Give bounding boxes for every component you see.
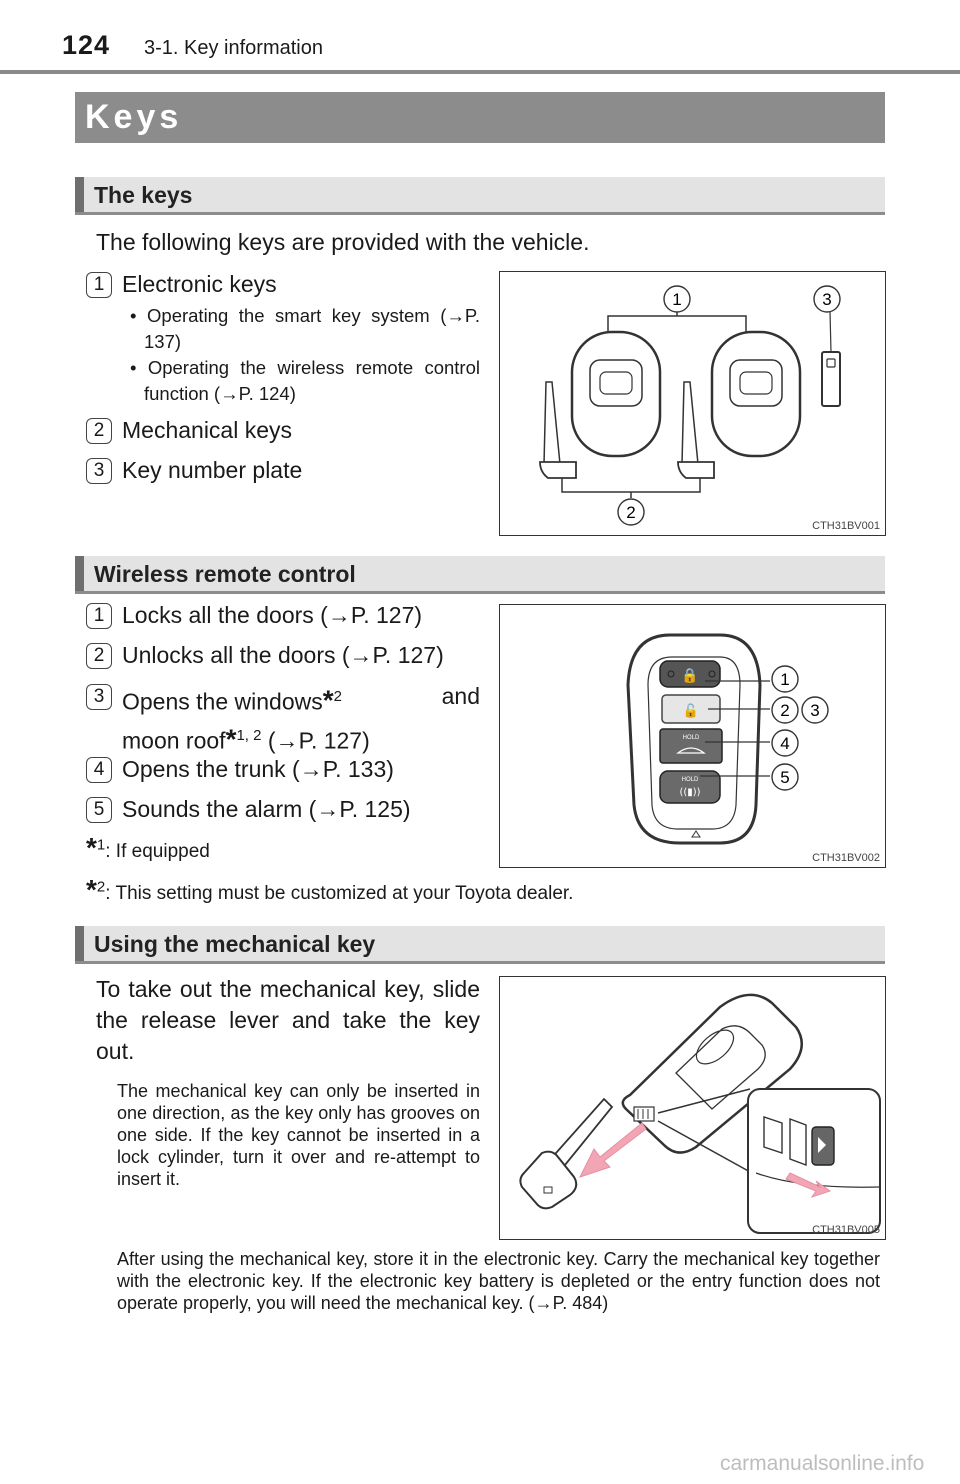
hold-label: HOLD xyxy=(682,735,700,741)
right-arrow-icon: → xyxy=(534,1293,553,1313)
item-sound-alarm: Sounds the alarm (→P. 125) xyxy=(122,796,411,822)
figure-remote xyxy=(499,604,886,868)
unlock-icon: 🔓 xyxy=(682,704,700,719)
callout-2: 2 xyxy=(626,503,636,522)
item-number: 1 xyxy=(86,603,112,629)
item-number: 3 xyxy=(86,684,112,710)
page-ref[interactable]: P. 127) xyxy=(372,642,444,668)
callout-3: 3 xyxy=(822,290,832,309)
item-number: 2 xyxy=(86,418,112,444)
item-unlock-doors: Unlocks all the doors (→P. 127) xyxy=(122,642,444,668)
section-heading-text: Using the mechanical key xyxy=(94,931,376,957)
page-ref[interactable]: P. 133) xyxy=(322,756,394,782)
section-heading-text: Wireless remote control xyxy=(94,561,356,587)
item-number: 1 xyxy=(86,272,112,298)
bullet-list xyxy=(130,303,480,407)
remote-illustration xyxy=(500,605,884,866)
bullet-item: • Operating the wireless remote control function (→P. 124) xyxy=(130,357,480,404)
callout-2: 2 xyxy=(780,701,790,720)
item-number: 4 xyxy=(86,757,112,783)
callout-1: 1 xyxy=(780,670,790,689)
figure-code: CTH31BV005 xyxy=(812,1224,880,1236)
right-arrow-icon: → xyxy=(349,642,373,668)
right-arrow-icon: → xyxy=(327,602,351,628)
page-ref[interactable]: P. 137) xyxy=(144,305,481,352)
right-arrow-icon: → xyxy=(316,796,340,822)
item-number: 5 xyxy=(86,797,112,823)
page-ref[interactable]: P. 127) xyxy=(298,727,370,754)
lock-icon: 🔒 xyxy=(681,668,699,684)
item-open-windows: Opens the windows*$^2$ and moon roof*$^{1, 2}$ (→P. 127) xyxy=(122,683,480,755)
item-electronic-keys: Electronic keys xyxy=(122,271,277,297)
footnote-2: *$^2$: This setting must be customized at your Toyota dealer. xyxy=(86,874,574,905)
right-arrow-icon: → xyxy=(220,383,239,404)
mechanical-after-text: After using the mechanical key, store it in the electronic key. Carry the mechanical key together with the electronic key. If the electronic key battery is depleted or the entry function does not operate properly, you will need the mechanical key. (→P. 484) xyxy=(117,1249,880,1313)
item-lock-doors: Locks all the doors (→P. 127) xyxy=(122,602,423,628)
mechanical-instruction: To take out the mechanical key, slide the release lever and take the key out. xyxy=(96,976,480,1064)
page-number: 124 xyxy=(62,30,111,60)
figure-keys xyxy=(499,271,886,536)
page-ref[interactable]: P. 484) xyxy=(552,1293,609,1313)
callout-5: 5 xyxy=(780,768,790,787)
page-ref[interactable]: P. 124) xyxy=(238,383,296,404)
section-heading-mechanical xyxy=(75,926,885,964)
running-header: 3-1. Key information xyxy=(144,37,323,59)
figure-code: CTH31BV002 xyxy=(812,852,880,864)
keys-illustration xyxy=(500,272,884,534)
footnote-1: *$^1$: If equipped xyxy=(86,832,210,863)
watermark: carmanualsonline.info xyxy=(720,1452,925,1475)
callout-3: 3 xyxy=(810,701,820,720)
page-title: Keys xyxy=(85,98,183,136)
item-open-trunk: Opens the trunk (→P. 133) xyxy=(122,756,394,782)
section-heading-wireless xyxy=(75,556,885,594)
figure-mechanical-key xyxy=(499,976,886,1240)
item-mechanical-keys: Mechanical keys xyxy=(122,417,293,443)
page-ref[interactable]: P. 125) xyxy=(339,796,411,822)
right-arrow-icon: → xyxy=(446,305,465,326)
keys-intro: The following keys are provided with the vehicle. xyxy=(96,229,590,255)
alarm-icon: ((▮)) xyxy=(679,787,701,798)
right-arrow-icon: → xyxy=(275,727,299,754)
section-heading-text: The keys xyxy=(94,182,193,208)
title-bar xyxy=(75,92,885,143)
mechanical-key-illustration xyxy=(500,977,884,1238)
mechanical-note: The mechanical key can only be inserted in one direction, as the key only has grooves on one side. If the key cannot be inserted in a lock cylinder, turn it over and re-attempt to insert it. xyxy=(117,1081,480,1189)
figure-code: CTH31BV001 xyxy=(812,520,880,532)
section-heading-the-keys xyxy=(75,177,885,215)
header-rule xyxy=(0,70,960,74)
item-key-number-plate: Key number plate xyxy=(122,457,303,483)
page-ref[interactable]: P. 127) xyxy=(350,602,423,628)
hold-label: HOLD xyxy=(681,777,699,783)
item-number: 2 xyxy=(86,643,112,669)
callout-4: 4 xyxy=(780,734,790,753)
item-number: 3 xyxy=(86,458,112,484)
bullet-item: • Operating the smart key system (→P. 137) xyxy=(130,305,481,352)
callout-1: 1 xyxy=(672,290,682,309)
right-arrow-icon: → xyxy=(299,756,323,782)
